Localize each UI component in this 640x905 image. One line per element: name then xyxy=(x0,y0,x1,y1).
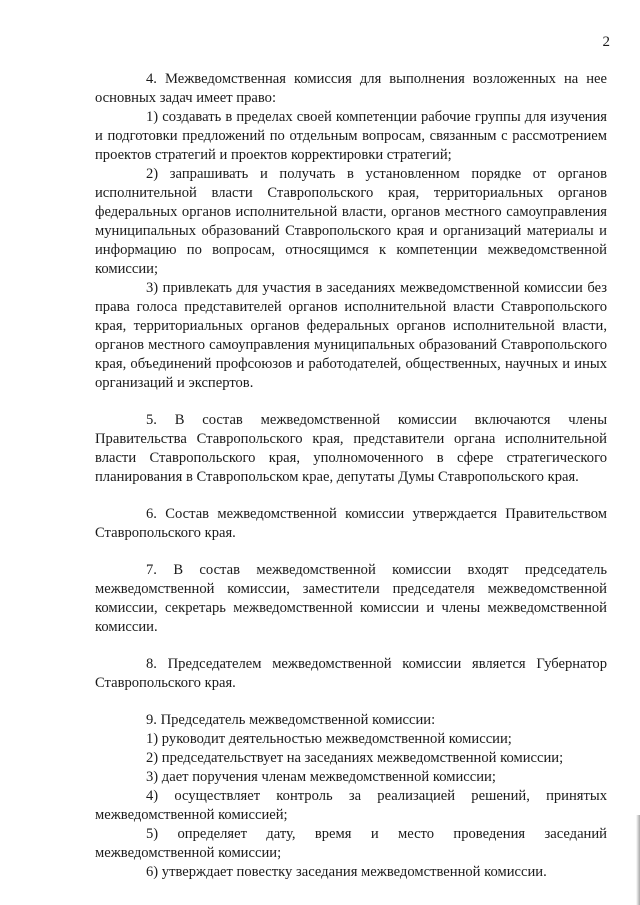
paragraph-9-intro: 9. Председатель межведомственной комиссии: xyxy=(146,712,436,728)
document-body xyxy=(95,70,607,882)
paragraph-6: 6. Состав межведомственной комиссии утверждается Правительством Ставропольского края. xyxy=(95,506,607,541)
paragraph-5: 5. В состав межведомственной комиссии включаются члены Правительства Ставропольского края, представители органа исполнительной власти Ставропольского края, уполномоченного в сфере стратегического планирования в Ставропольском крае, депутаты Думы Ставропольского края. xyxy=(95,412,607,485)
paragraph-9-item-6: 6) утверждает повестку заседания межведомственной комиссии. xyxy=(146,864,547,880)
paragraph-9-item-5: 5) определяет дату, время и место проведения заседаний межведомственной комиссии; xyxy=(95,826,607,861)
paragraph-4-item-1: 1) создавать в пределах своей компетенции рабочие группы для изучения и подготовки предложений по отдельным вопросам, связанным с рассмотрением проектов стратегий и проектов корректировки стратегий; xyxy=(95,109,607,163)
paragraph-9-item-2: 2) председательствует на заседаниях межведомственной комиссии; xyxy=(146,750,564,766)
paragraph-9-item-4: 4) осуществляет контроль за реализацией решений, принятых межведомственной комиссией; xyxy=(95,788,607,823)
page-number: 2 xyxy=(602,34,610,50)
scan-edge-shadow xyxy=(636,815,640,905)
paragraph-4-item-3: 3) привлекать для участия в заседаниях межведомственной комиссии без права голоса представителей органов исполнительной власти Ставропольского края, территориальных органов федеральных органов исполнительной власти, органов местного самоуправления муниципальных образований Ставропольского края, объединений профсоюзов и работодателей, общественных, научных и иных организаций и экспертов. xyxy=(95,280,607,391)
paragraph-7: 7. В состав межведомственной комиссии входят председатель межведомственной комиссии, заместители председателя межведомственной комиссии, секретарь межведомственной комиссии и члены межведомственной комиссии. xyxy=(95,562,607,635)
paragraph-9-item-1: 1) руководит деятельностью межведомственной комиссии; xyxy=(146,731,512,747)
paragraph-8: 8. Председателем межведомственной комиссии является Губернатор Ставропольского края. xyxy=(95,656,607,691)
paragraph-4-intro: 4. Межведомственная комиссия для выполнения возложенных на нее основных задач имеет право: xyxy=(95,71,607,106)
paragraph-4-item-2: 2) запрашивать и получать в установленном порядке от органов исполнительной власти Ставропольского края, территориальных органов федеральных органов исполнительной власти, органов местного самоуправления муниципальных образований Ставропольского края и организаций материалы и информацию по вопросам, относящимся к компетенции межведомственной комиссии; xyxy=(95,166,607,277)
paragraph-9-item-3: 3) дает поручения членам межведомственной комиссии; xyxy=(146,769,496,785)
